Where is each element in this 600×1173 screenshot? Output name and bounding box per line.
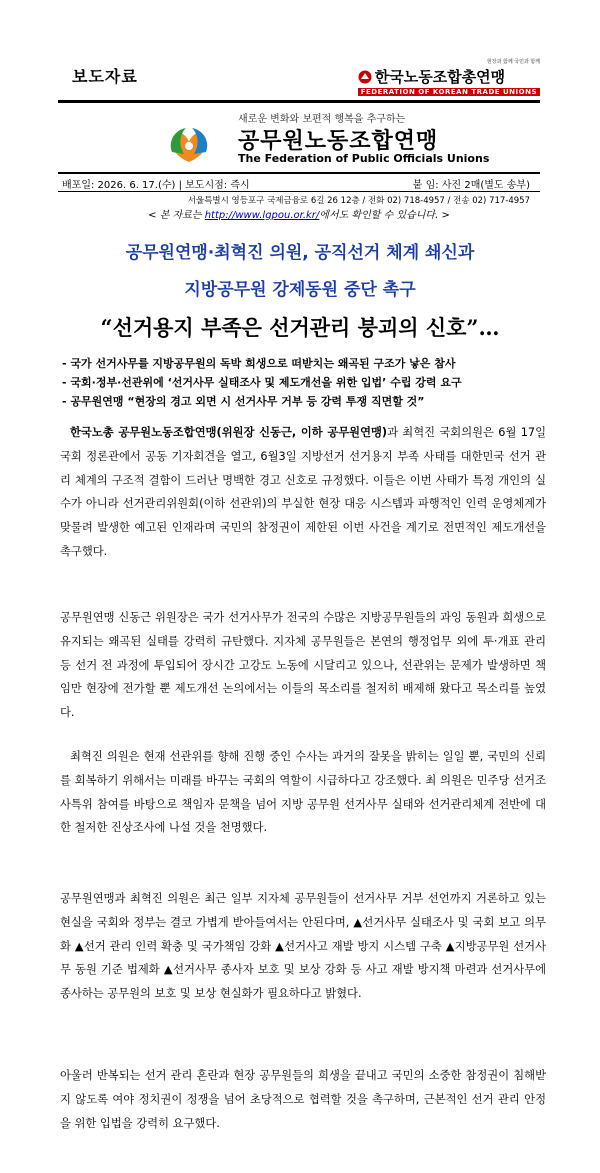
headline-line-2: 지방공무원 강제동원 중단 촉구 [184,280,416,300]
fktu-english-name: FEDERATION OF KOREAN TRADE UNIONS [358,88,540,96]
body-paragraph-4: 공무원연맹과 최혁진 의원은 최근 일부 지자체 공무원들이 선거사무 거부 선언까지 거론하고 있는 현실을 국회와 정부는 결코 가볍게 받아들여서는 안된다며, ▲선거사무 실태조사 및 국회 보고 의무화 ▲선거 관리 인력 확충 및 국가책임 강화 ▲선거사고 재발 방지 시스템 구축 ▲지방공무원 선거사무 동원 기준 법제화 ▲선거사무 종사자 보호 및 보상 강화 등 사고 재발 방지책 마련과 선거사무에 종사하는 공무원의 보호 및 보상 현실화가 필요하다고 밝혔다. [60,892,546,1001]
subheadline: “선거용지 부족은 선거관리 붕괴의 신호”… [100,315,500,340]
union-name: 공무원노동조합연맹 [238,129,439,154]
union-emblem-icon [164,122,214,168]
attachments: 붙 임: 사진 2매(별도 송부) [412,180,530,191]
fktu-name: 한국노동조합총연맹 [374,68,506,86]
union-english-name: The Federation of Public Officials Unions [238,152,490,165]
meta-top-rule [58,172,540,174]
summary-bullet: - 국회·정부·선관위에 ‘선거사무 실태조사 및 제도개선을 위한 입법’ 수립 강력 요구 [62,376,462,389]
header-divider [58,100,540,103]
body-paragraph-2: 공무원연맹 신동근 위원장은 국가 선거사무가 전국의 수많은 지방공무원들의 과잉 동원과 희생으로 유지되는 왜곡된 실태를 강력히 규탄했다. 지자체 공무원들은 본연의 행정업무 외에 투·개표 관리 등 선거 전 과정에 투입되어 장시간 고강도 노동에 시달리고 있으나, 선관위는 문제가 발생하면 책임만 현장에 전가할 뿐 제도개선 논의에서는 이들의 목소리를 철저히 배제해 왔다고 목소리를 높였다. [60,611,546,720]
body-paragraph-5: 아울러 반복되는 선거 관리 혼란과 현장 공무원들의 희생을 끝내고 국민의 소중한 참정권이 침해받지 않도록 여야 정치권이 정쟁을 넘어 초당적으로 협력할 것을 촉구하며, 근본적인 선거 관리 안정을 위한 입법을 강력히 요구했다. [60,1069,546,1130]
fktu-logo [358,58,540,96]
body-paragraph-3: 최혁진 의원은 현재 선관위를 향해 진행 중인 수사는 과거의 잘못을 밝히는 일일 뿐, 국민의 신뢰를 회복하기 위해서는 미래를 바꾸는 국회의 역할이 시급하다고 강조했다. 최 의원은 민주당 선거조사특위 참여를 바탕으로 책임자 문책을 넘어 지방 공무원 선거사무 실태와 선거관리체계 전반에 대한 철저한 진상조사에 나설 것을 천명했다. [60,750,546,835]
fktu-slogan: 현장과 함께 국민과 함께 [486,59,540,65]
body-paragraph-1: 한국노총 공무원노동조합연맹(위원장 신동근, 이하 공무원연맹)과 최혁진 국회의원은 6월 17일 국회 정론관에서 공동 기자회견을 열고, 6월3일 지방선거 선거용지 부족 사태를 대한민국 선거 관리 체계의 구조적 결함이 드러난 명백한 경고 신호로 규정했다. 이들은 이번 사태가 특정 개인의 실수가 아니라 선거관리위원회(이하 선관위)의 부실한 현장 대응 시스템과 파행적인 인력 운영체계가 맞물려 발생한 예고된 인재라며 국민의 참정권이 제한된 이번 사건을 계기로 전면적인 제도개선을 촉구했다. [60,426,546,558]
summary-bullets [62,354,552,411]
union-slogan: 새로운 변화와 보편적 행복을 추구하는 [238,114,406,125]
website-link[interactable]: http://www.lgpou.or.kr/ [204,210,320,221]
headline-line-1: 공무원연맹·최혁진 의원, 공직선거 체계 쇄신과 [125,243,475,263]
contact-address: 서울특별시 영등포구 국제금융로 6길 26 12층 / 전화 02) 718-4957 / 전송 02) 717-4957 [187,196,530,206]
website-notice: < 본 자료는 http://www.lgpou.or.kr/에서도 확인할 수 있습니다. > [148,210,450,221]
union-logo-block [58,106,540,168]
press-release-label: 보도자료 [72,67,138,86]
summary-bullet: - 공무원연맹 “현장의 경고 외면 시 선거사무 거부 등 강력 투쟁 직면할 것” [62,395,425,408]
fktu-emblem-icon [358,70,372,84]
release-meta [58,175,540,191]
meta-bottom-rule [58,191,540,192]
press-header [58,58,540,98]
release-date: 배포일: 2026. 6. 17.(수) | 보도시점: 즉시 [62,180,250,191]
summary-bullet: - 국가 선거사무를 지방공무원의 독박 희생으로 떠받치는 왜곡된 구조가 낳은 참사 [62,357,456,370]
